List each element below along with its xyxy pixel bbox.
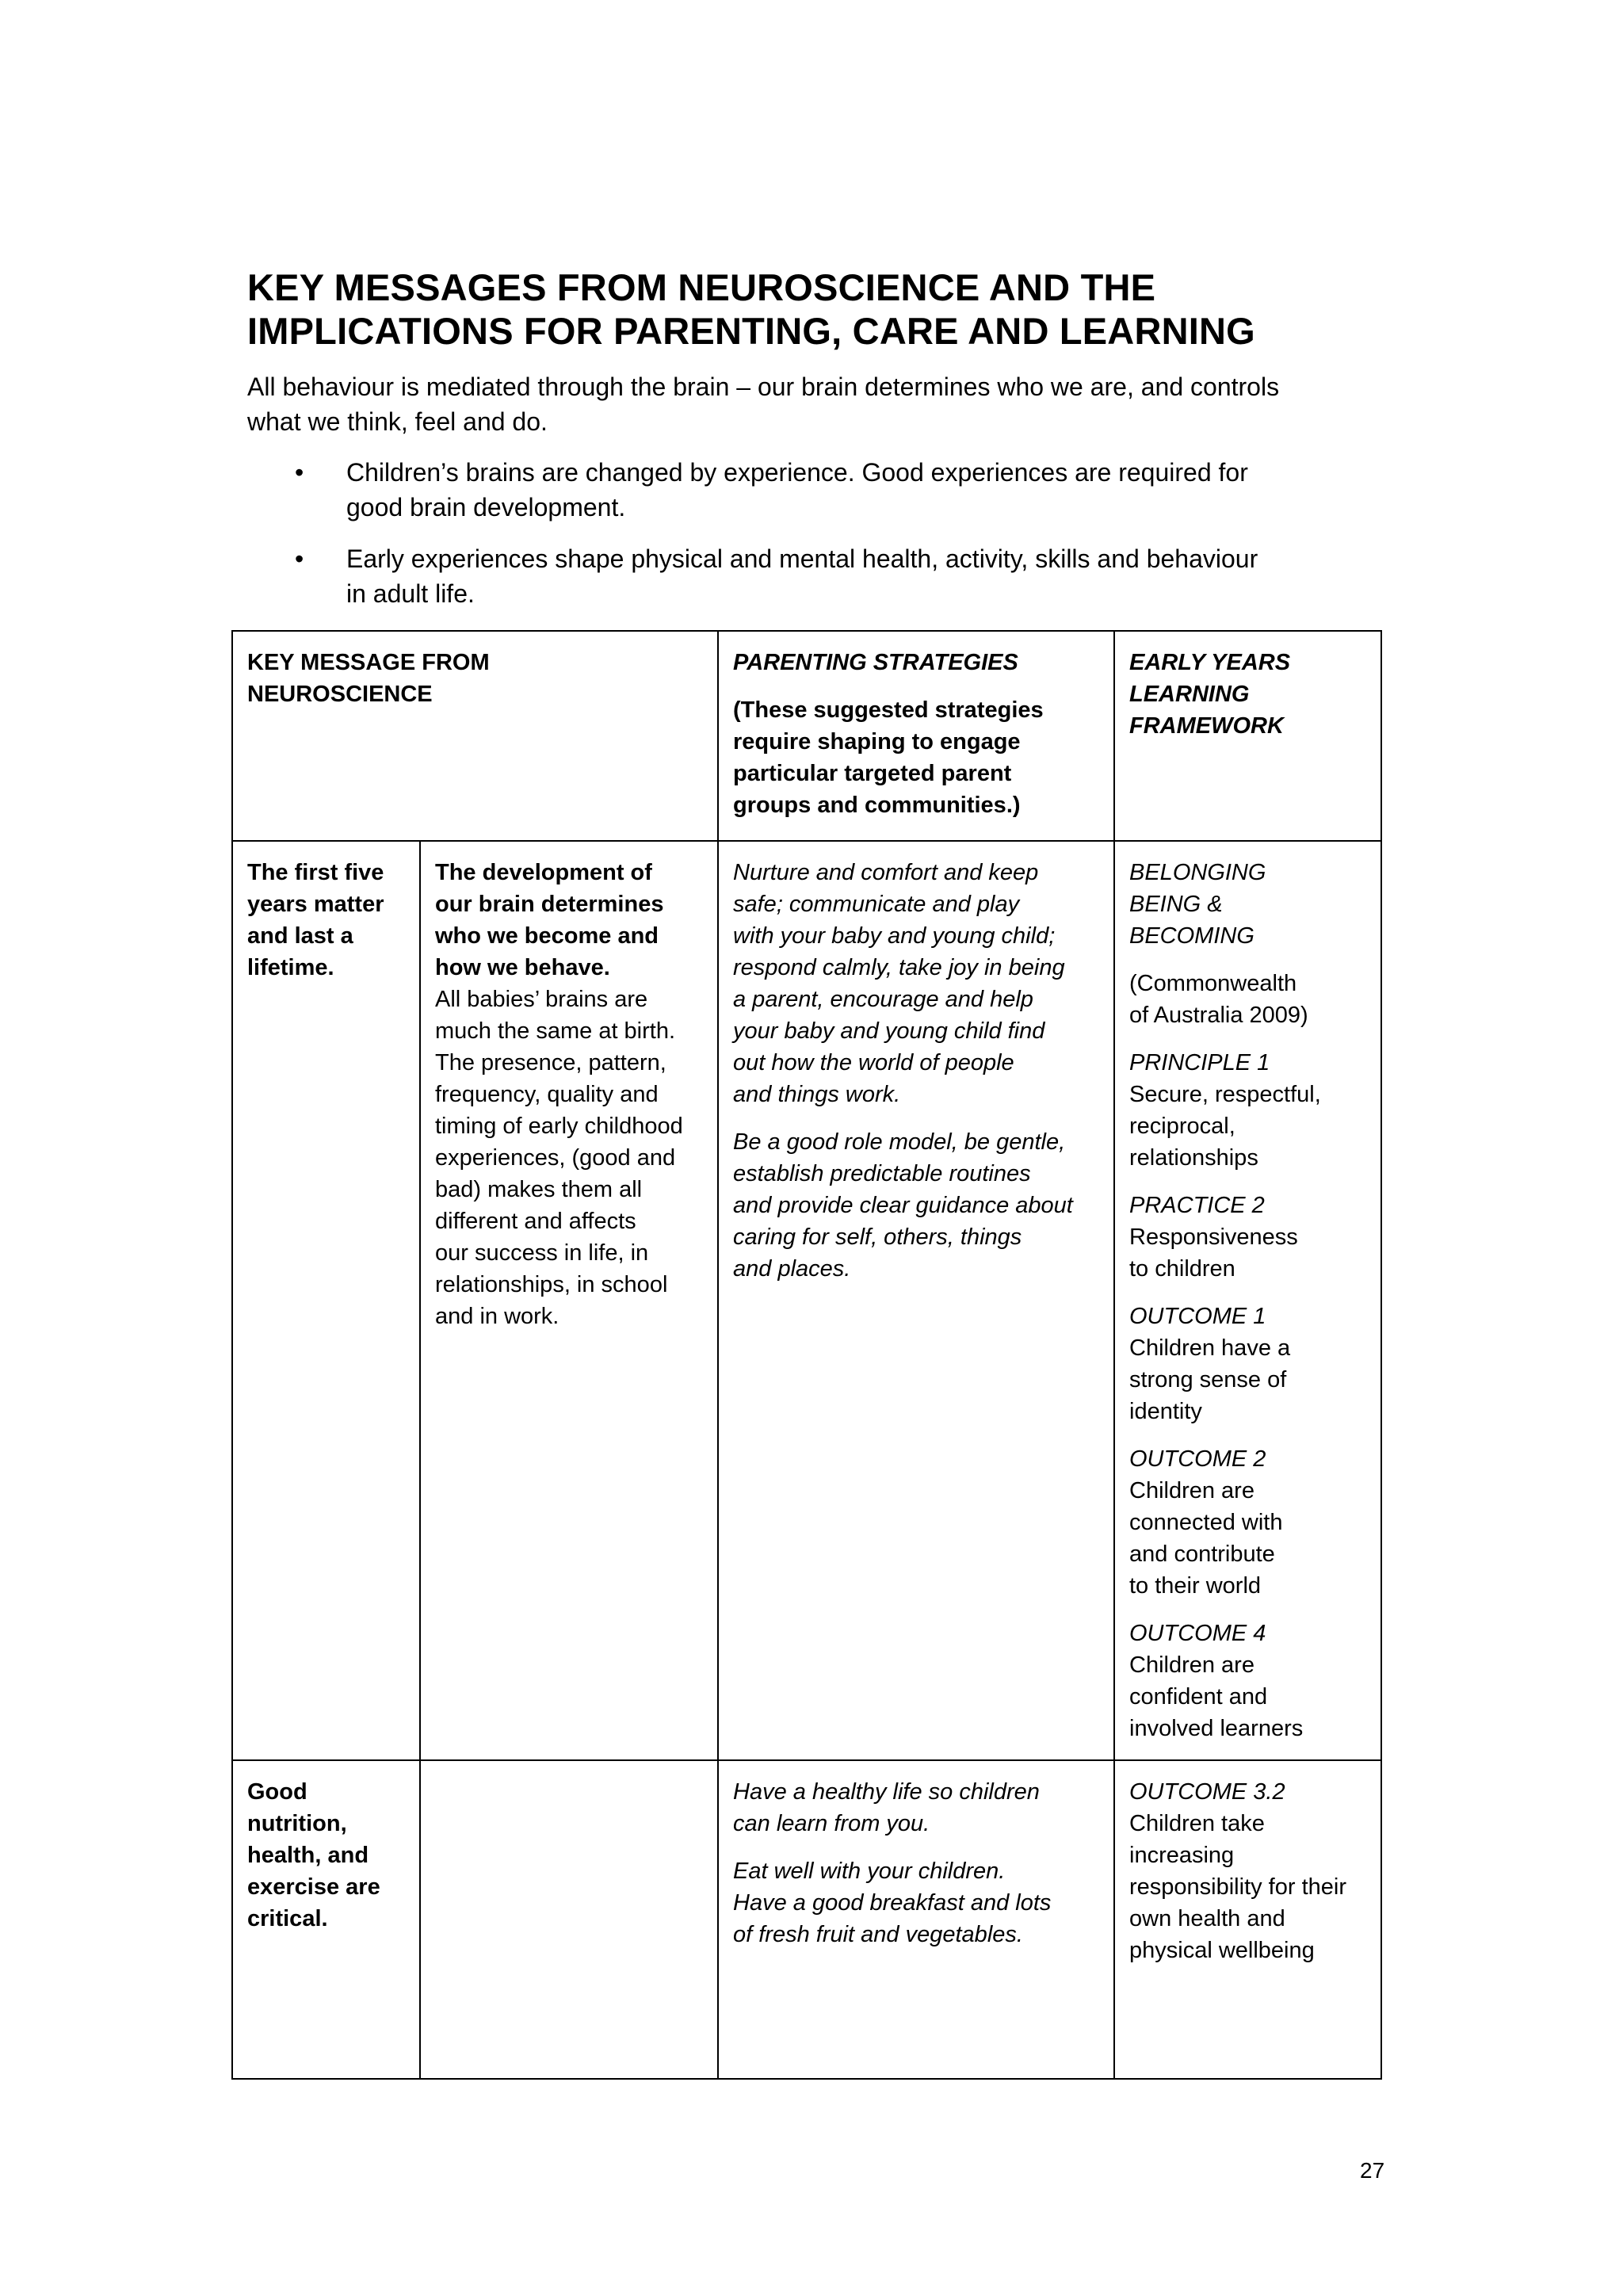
- cell-line: exercise are: [247, 1874, 380, 1900]
- cell-line: BECOMING: [1129, 923, 1254, 949]
- key-messages-table: [231, 630, 1382, 2080]
- framework-cell: [1114, 1760, 1381, 2079]
- cell-line: BELONGING: [1129, 860, 1266, 885]
- cell-line: and places.: [733, 1256, 851, 1282]
- framework-label: PRINCIPLE 1: [1129, 1050, 1270, 1075]
- title-line: KEY MESSAGES FROM NEUROSCIENCE AND THE: [247, 266, 1156, 308]
- bullet-line: in adult life.: [346, 579, 475, 608]
- cell-line: critical.: [247, 1906, 328, 1931]
- intro-paragraph: [247, 369, 1396, 439]
- cell-line: bad) makes them all: [435, 1177, 643, 1202]
- cell-line: nutrition,: [247, 1811, 347, 1836]
- framework-heading: [1129, 857, 1366, 952]
- cell-line: BEING &: [1129, 892, 1223, 917]
- strategy-paragraph: [733, 1126, 1099, 1285]
- framework-item: [1129, 1443, 1366, 1602]
- bullet-item: [247, 455, 1396, 525]
- header-note-line: require shaping to engage: [733, 729, 1021, 755]
- cell-line: who we become and: [435, 923, 659, 949]
- table-row: [232, 1760, 1381, 2079]
- framework-label: OUTCOME 3.2: [1129, 1779, 1285, 1805]
- framework-item: [1129, 1301, 1366, 1427]
- cell-line: can learn from you.: [733, 1811, 930, 1836]
- cell-line: and provide clear guidance about: [733, 1193, 1073, 1218]
- key-message-cell: [232, 841, 420, 1760]
- bullet-line: Children’s brains are changed by experience. Good experiences are required for: [346, 458, 1248, 487]
- strategy-paragraph: [733, 857, 1099, 1110]
- cell-line: reciprocal,: [1129, 1114, 1235, 1139]
- cell-line: our brain determines: [435, 892, 664, 917]
- cell-line: Secure, respectful,: [1129, 1082, 1321, 1107]
- header-line: KEY MESSAGE FROM: [247, 650, 490, 675]
- cell-line: Have a healthy life so children: [733, 1779, 1040, 1805]
- cell-line: Be a good role model, be gentle,: [733, 1129, 1066, 1155]
- cell-line: to children: [1129, 1256, 1235, 1282]
- cell-line: connected with: [1129, 1510, 1283, 1535]
- framework-item: [1129, 1190, 1366, 1285]
- framework-label: PRACTICE 2: [1129, 1193, 1265, 1218]
- cell-line: and contribute: [1129, 1541, 1275, 1567]
- table-header-row: [232, 631, 1381, 841]
- header-note: [733, 694, 1099, 821]
- message-detail-cell: [420, 841, 718, 1760]
- framework-cell: [1114, 841, 1381, 1760]
- cell-line: out how the world of people: [733, 1050, 1014, 1075]
- cell-line: frequency, quality and: [435, 1082, 659, 1107]
- cell-line: timing of early childhood: [435, 1114, 683, 1139]
- cell-line: Eat well with your children.: [733, 1859, 1006, 1884]
- header-eylf: [1114, 631, 1381, 841]
- cell-line: Good: [247, 1779, 307, 1805]
- strategy-paragraph: [733, 1855, 1099, 1950]
- bullet-line: Early experiences shape physical and mental health, activity, skills and behaviour: [346, 544, 1258, 573]
- bullet-icon: •: [295, 458, 304, 487]
- cell-line: Children have a: [1129, 1335, 1291, 1361]
- cell-line: The development of: [435, 860, 652, 885]
- cell-line: and last a: [247, 923, 353, 949]
- cell-line: lifetime.: [247, 955, 334, 980]
- cell-line: our success in life, in: [435, 1240, 649, 1266]
- cell-line: Have a good breakfast and lots: [733, 1890, 1052, 1916]
- bullet-icon: •: [295, 544, 304, 573]
- cell-line: The first five: [247, 860, 384, 885]
- cell-line: responsibility for their: [1129, 1874, 1346, 1900]
- cell-line: Nurture and comfort and keep: [733, 860, 1039, 885]
- cell-line: increasing: [1129, 1843, 1235, 1868]
- strategy-paragraph: [733, 1776, 1099, 1839]
- cell-line: health, and: [247, 1843, 369, 1868]
- cell-line: caring for self, others, things: [733, 1224, 1022, 1250]
- framework-label: OUTCOME 4: [1129, 1621, 1266, 1646]
- parenting-strategies-cell: [718, 1760, 1114, 2079]
- header-line: LEARNING: [1129, 682, 1250, 707]
- framework-label: OUTCOME 1: [1129, 1304, 1266, 1329]
- cell-line: Children are: [1129, 1652, 1254, 1678]
- cell-line: involved learners: [1129, 1716, 1304, 1741]
- message-detail-cell: [420, 1760, 718, 2079]
- cell-line: years matter: [247, 892, 384, 917]
- framework-label: OUTCOME 2: [1129, 1446, 1266, 1472]
- cell-line: identity: [1129, 1399, 1202, 1424]
- cell-line: experiences, (good and: [435, 1145, 676, 1171]
- framework-citation: [1129, 968, 1366, 1031]
- bullet-line: good brain development.: [346, 493, 626, 521]
- cell-line: and in work.: [435, 1304, 559, 1329]
- cell-line: relationships: [1129, 1145, 1258, 1171]
- cell-line: and things work.: [733, 1082, 901, 1107]
- cell-line: much the same at birth.: [435, 1018, 676, 1044]
- header-line: NEUROSCIENCE: [247, 682, 433, 707]
- cell-line: own health and: [1129, 1906, 1285, 1931]
- bullet-item: [247, 541, 1396, 611]
- cell-line: to their world: [1129, 1573, 1262, 1599]
- cell-line: how we behave.: [435, 955, 610, 980]
- header-line: PARENTING STRATEGIES: [733, 650, 1018, 675]
- cell-line: confident and: [1129, 1684, 1268, 1710]
- framework-item: [1129, 1776, 1366, 1966]
- cell-line: Children are: [1129, 1478, 1254, 1503]
- cell-line: of Australia 2009): [1129, 1003, 1308, 1028]
- cell-line: Children take: [1129, 1811, 1265, 1836]
- cell-line: relationships, in school: [435, 1272, 668, 1297]
- parenting-strategies-cell: [718, 841, 1114, 1760]
- header-parenting-strategies: [718, 631, 1114, 841]
- cell-line: establish predictable routines: [733, 1161, 1031, 1186]
- cell-line: (Commonwealth: [1129, 971, 1297, 996]
- cell-line: strong sense of: [1129, 1367, 1287, 1392]
- bullet-list: [247, 455, 1396, 628]
- cell-line: physical wellbeing: [1129, 1938, 1315, 1963]
- page-title: [247, 266, 1396, 353]
- page-number: 27: [1360, 2158, 1385, 2183]
- intro-line: All behaviour is mediated through the brain – our brain determines who we are, and controls: [247, 372, 1280, 401]
- header-line: FRAMEWORK: [1129, 713, 1284, 739]
- cell-line: Responsiveness: [1129, 1224, 1298, 1250]
- cell-line: of fresh fruit and vegetables.: [733, 1922, 1023, 1947]
- cell-line: All babies’ brains are: [435, 987, 648, 1012]
- cell-line: different and affects: [435, 1209, 636, 1234]
- cell-line: safe; communicate and play: [733, 892, 1020, 917]
- cell-line: a parent, encourage and help: [733, 987, 1033, 1012]
- header-line: EARLY YEARS: [1129, 650, 1291, 675]
- framework-item: [1129, 1618, 1366, 1744]
- cell-line: respond calmly, take joy in being: [733, 955, 1065, 980]
- table-row: [232, 841, 1381, 1760]
- header-note-line: groups and communities.): [733, 793, 1021, 818]
- header-note-line: particular targeted parent: [733, 761, 1012, 786]
- intro-line: what we think, feel and do.: [247, 407, 548, 436]
- cell-line: The presence, pattern,: [435, 1050, 666, 1075]
- framework-item: [1129, 1047, 1366, 1174]
- key-message-cell: [232, 1760, 420, 2079]
- header-key-message: [232, 631, 718, 841]
- header-note-line: (These suggested strategies: [733, 697, 1044, 723]
- cell-line: your baby and young child find: [733, 1018, 1045, 1044]
- title-line: IMPLICATIONS FOR PARENTING, CARE AND LEARNING: [247, 310, 1255, 352]
- cell-line: with your baby and young child;: [733, 923, 1056, 949]
